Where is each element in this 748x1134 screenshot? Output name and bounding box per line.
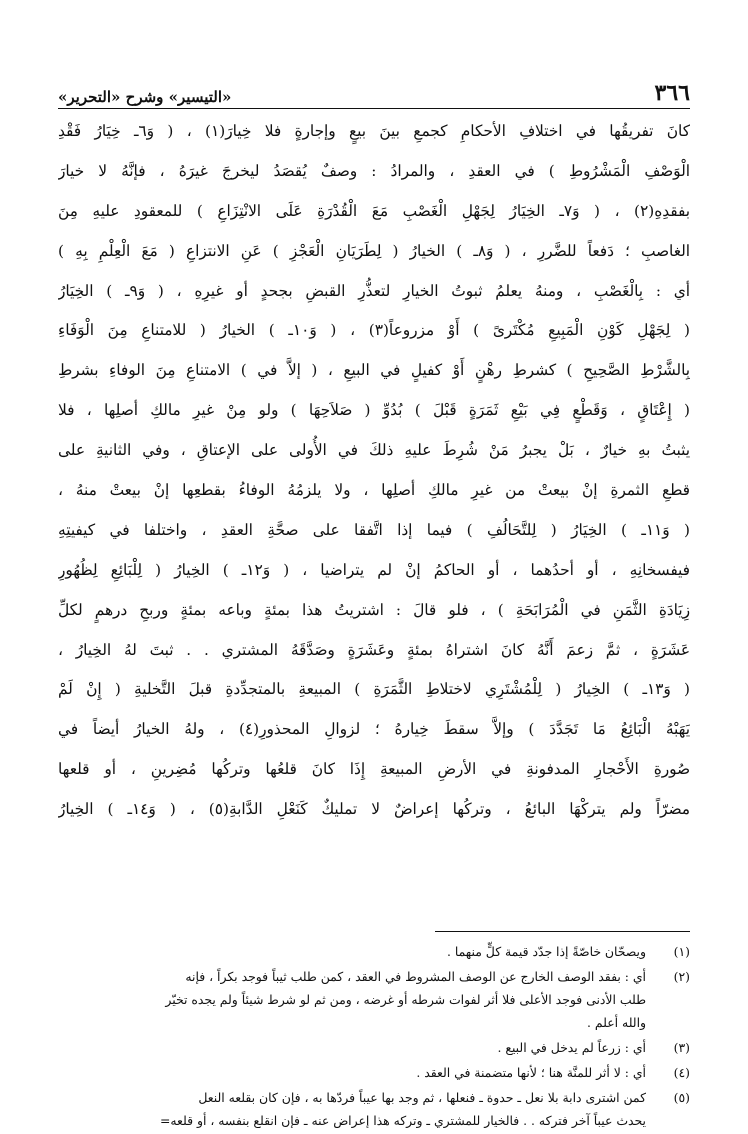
footnote-line: طلب الأدنى فوجد الأعلى فلا أثر لفوات شرطه أو غرضه ، ومن ثم لو شرط شيئاً ولم يجده تخيّر bbox=[165, 992, 646, 1007]
body-line: ( وَ١٣ـ ) الخِيارُ ( لِلْمُشْتَرِي لاختلاطِ الثَّمَرَةِ ) المبيعةِ بالمتجدِّدةِ قبلَ التَّخليةِ ( إِنْ لَمْ bbox=[58, 680, 690, 699]
footnote-text bbox=[58, 1036, 646, 1059]
footnote bbox=[58, 940, 690, 963]
body-line: ( لِجَهْلِ كَوْنِ الْمَبِيعِ مُكْتَرىً ) أَوْ مزروعاً(٣) ، ( وَ١٠ـ ) الخيارُ ( للامتناعِ مِنَ الْوَفَاءِ bbox=[58, 321, 690, 340]
body-line: أي : بِالْغَصْبِ ، ومنهُ يعلمُ ثبوتُ الخيارِ لتعذُّرِ القبضِ بجحدٍ أو غيرِهِ ، ( وَ٩ـ ) الخِيَارُ bbox=[58, 281, 690, 300]
footnote-line: أي : لا أثر للمنَّة هنا ؛ لأنها متضمنة في العقد . bbox=[416, 1065, 646, 1080]
page-header bbox=[58, 72, 690, 106]
footnote-number: (٢) bbox=[673, 969, 690, 984]
header-rule bbox=[58, 108, 690, 109]
body-line: الغاصبِ ؛ دَفعاً للضَّررِ ، ( وَ٨ـ ) الخيارُ ( لِطَرَيَانِ الْعَجْزِ ) عَنِ الانتزاعِ ( مَعَ الْعِلْمِ بِهِ ) bbox=[58, 241, 690, 260]
footnote bbox=[58, 1086, 690, 1132]
body-line: كانَ تفريقُها في اختلافِ الأحكامِ كجمعِ بينَ بيعٍ وإجارةٍ فلا خِيارَ(١) ، ( وَ٦ـ خِيَارُ فَقْدِ bbox=[58, 122, 690, 140]
footnote bbox=[58, 1036, 690, 1059]
body-line: عَشَرَةٍ ، ثمَّ زعمَ أَنَّهُ كانَ اشتراهُ بمئةٍ وعَشَرَةٍ وصَدَّقَهُ المشتري . . ثبتَ لهُ الخِيارُ ، bbox=[58, 640, 690, 659]
body-line: يثبتُ بهِ خيارٌ ، بَلْ يجبرُ مَنْ شُرِطَ عليهِ ذلكَ في الأُولى على الإعتاقِ ، وفي الثانيةِ على bbox=[58, 441, 690, 460]
footnote-text bbox=[58, 1061, 646, 1084]
footnote-line: والله أعلم . bbox=[587, 1015, 646, 1030]
footnote-number: (٣) bbox=[673, 1040, 690, 1055]
running-title: «التيسير» وشرح «التحرير» bbox=[58, 88, 232, 106]
page-number: ٣٦٦ bbox=[654, 80, 690, 106]
footnote-line: أي : بفقد الوصف الخارج عن الوصف المشروط في العقد ، كمن طلب ثيباً فوجد بكراً ، فإنه bbox=[185, 969, 646, 984]
body-line: صُورةِ الأَحْجارِ المدفونةِ في الأرضِ المبيعةِ إِذَا كانَ قلعُها وتركُها مُضِرينِ ، أو قلعها bbox=[58, 760, 690, 779]
body-line: زِيَادَةِ الثَّمَنِ في الْمُرَابَحَةِ ) ، فلو قالَ : اشتريتُ هذا بمئةٍ وباعه بمئةٍ وربحِ درهمٍ لكلِّ bbox=[58, 600, 690, 619]
body-line: ( وَ١١ـ ) الخِيَارُ ( لِلتَّحَالُفِ ) فيما إذا اتَّفقا على صحَّةِ العقدِ ، واختلفا في كيفيتِهِ bbox=[58, 520, 690, 539]
footnote-text bbox=[58, 965, 646, 1034]
footnote-line: أي : زرعاً لم يدخل في البيع . bbox=[497, 1040, 646, 1055]
footnote-text bbox=[58, 940, 646, 963]
footnote-line: ويصحّان خاصّةً إذا جدّد قيمة كلٍّ منهما . bbox=[446, 944, 646, 959]
body-line: يَهَبْهُ الْبَائِعُ مَا تَجَدَّدَ ) وإلاَّ سقطَ خِيارهُ ؛ لزوالِ المحذورِ(٤) ، ولهُ الخيارُ أيضاً في bbox=[58, 720, 690, 739]
footnote-line: كمن اشترى دابة بلا نعل ـ حدوة ـ فنعلها ، ثم وجد بها عيباً فردّها به ، فإن كان بقلعه النعل bbox=[198, 1090, 646, 1105]
footnotes bbox=[58, 940, 690, 1134]
body-line: بِالشَّرْطِ الصَّحِيحِ ) كشرطِ رهْنٍ أَوْ كفيلٍ في البيعِ ، ( إلاَّ في ) الامتناعِ مِنَ الوفاءِ بشرطِ bbox=[58, 361, 690, 380]
footnote-separator bbox=[435, 931, 690, 932]
footnote bbox=[58, 1061, 690, 1084]
footnote-number: (٥) bbox=[673, 1090, 690, 1105]
body-line: الْوَصْفِ الْمَشْرُوطِ ) في العقدِ ، والمرادُ : وصفٌ يُقصَدُ ليخرجَ غيرَهُ ، فإنَّهُ لا خيارَ bbox=[58, 161, 690, 180]
body-line: فيفسخانِهِ ، أو أحدُهما ، أو الحاكمُ إنْ لم يتراضيا ، ( وَ١٢ـ ) الخِيارُ ( لِلْبَائِعِ لِظُهُورِ bbox=[58, 560, 690, 579]
body-line: مضرّاً ولم يتركْهَا البائعُ ، وتركُها إعراضٌ لا تمليكٌ كَنَعْلِ الدَّابةِ(٥) ، ( وَ١٤ـ ) الخِيارُ bbox=[58, 800, 690, 819]
footnote bbox=[58, 965, 690, 1034]
body-line: بفقدِهِ(٢) ، ( وَ٧ـ الخِيَارُ لِجَهْلِ الْغَصْبِ مَعَ الْقُدْرَةِ عَلَى الانْتِزَاعِ ) للمعقودِ عليهِ مِنَ bbox=[58, 201, 690, 220]
footnote-line: يحدث عيباً آخر فتركه . . فالخيار للمشتري ـ وتركه هذا إعراض عنه ـ فإن انقلع بنفسه ، أو قلعه= bbox=[160, 1113, 646, 1128]
footnote-number: (٤) bbox=[673, 1065, 690, 1080]
body-line: ( إِعْتَاقٍ ، وَقَطْعٍ فِي بَيْعِ ثَمَرَةٍ قَبْلَ ) بُدُوِّ ( صَلاَحِهَا ) ولو مِنْ غيرِ مالكِ أصلِها ، فلا bbox=[58, 401, 690, 420]
body-line: قطعِ الثمرةِ إنْ بيعتْ من غيرِ مالكِ أصلِها ، ولا يلزمُهُ الوفاءُ بقطعِها إنْ بيعتْ منهُ ، bbox=[58, 481, 690, 500]
footnote-number: (١) bbox=[673, 944, 690, 959]
footnote-text bbox=[58, 1086, 646, 1132]
main-text bbox=[58, 112, 690, 830]
